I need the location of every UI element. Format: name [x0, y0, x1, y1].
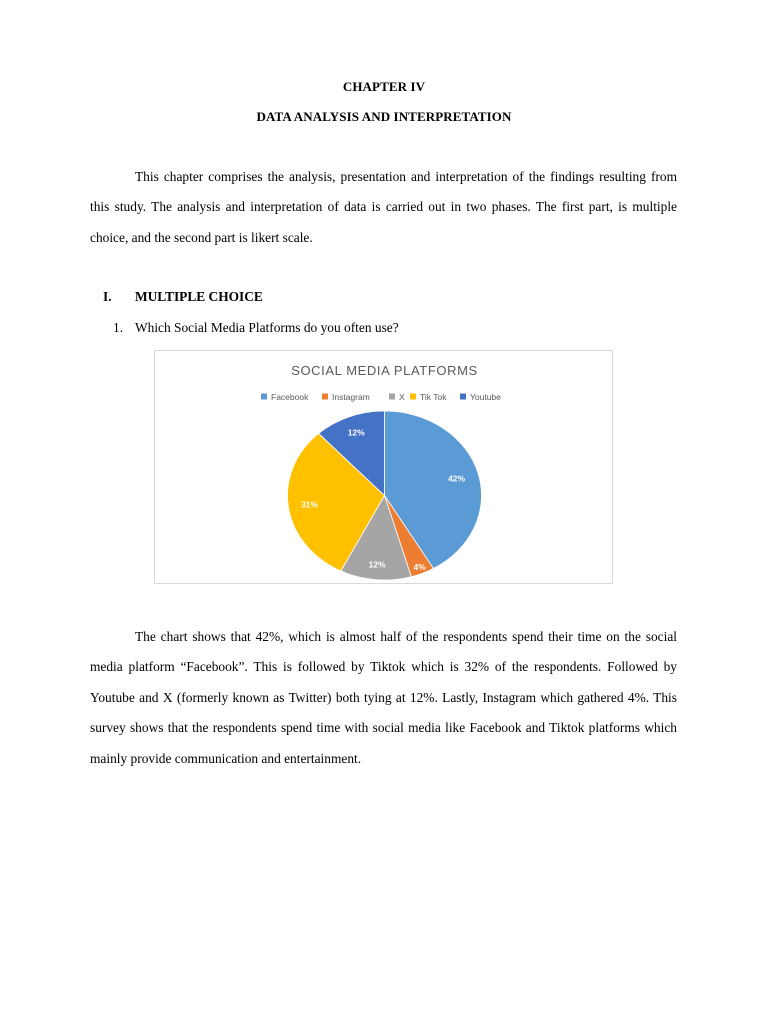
question-text: Which Social Media Platforms do you often use?: [135, 320, 399, 335]
legend-swatch-x: [389, 394, 395, 400]
pie-slices: [287, 411, 481, 580]
legend-swatch-instagram: [322, 394, 328, 400]
intro-paragraph: This chapter comprises the analysis, presentation and interpretation of the findings resulting from this study. The analysis and interpretation of data is carried out in two phases. The first part, is multiple choice, and the second part is likert scale.: [90, 169, 677, 245]
legend-swatch-youtube: [460, 394, 466, 400]
legend-label-x: X: [399, 392, 405, 402]
section-title: MULTIPLE CHOICE: [135, 289, 263, 304]
chart-title: SOCIAL MEDIA PLATFORMS: [291, 363, 478, 378]
pie-chart-svg: [155, 351, 614, 585]
section-numeral: I.: [103, 289, 112, 304]
legend-swatch-facebook: [261, 394, 267, 400]
chart-legend: [261, 392, 501, 402]
legend-label-tik-tok: Tik Tok: [420, 392, 447, 402]
chapter-title: DATA ANALYSIS AND INTERPRETATION: [256, 109, 512, 124]
pie-chart: [154, 350, 613, 584]
pie-label-x: 12%: [368, 559, 386, 570]
pie-label-instagram: 4%: [413, 561, 426, 572]
pie-label-facebook: 42%: [448, 473, 466, 484]
chapter-number: CHAPTER IV: [342, 79, 426, 94]
pie-label-tik-tok: 31%: [301, 499, 319, 510]
question-number: 1.: [113, 320, 124, 335]
analysis-paragraph: The chart shows that 42%, which is almost half of the respondents spend their time on the social media platform “Facebook”. This is followed by Tiktok which is 32% of the respondents. Followed by Youtube and X (formerly known as Twitter) both tying at 12%. Lastly, Instagram which gathered 4%. This survey shows that the respondents spend time with social media like Facebook and Tiktok platforms which mainly provide communication and entertainment.: [90, 629, 677, 766]
legend-label-facebook: Facebook: [271, 392, 309, 402]
legend-label-youtube: Youtube: [470, 392, 501, 402]
legend-label-instagram: Instagram: [332, 392, 370, 402]
pie-label-youtube: 12%: [347, 427, 365, 438]
legend-swatch-tik-tok: [410, 394, 416, 400]
